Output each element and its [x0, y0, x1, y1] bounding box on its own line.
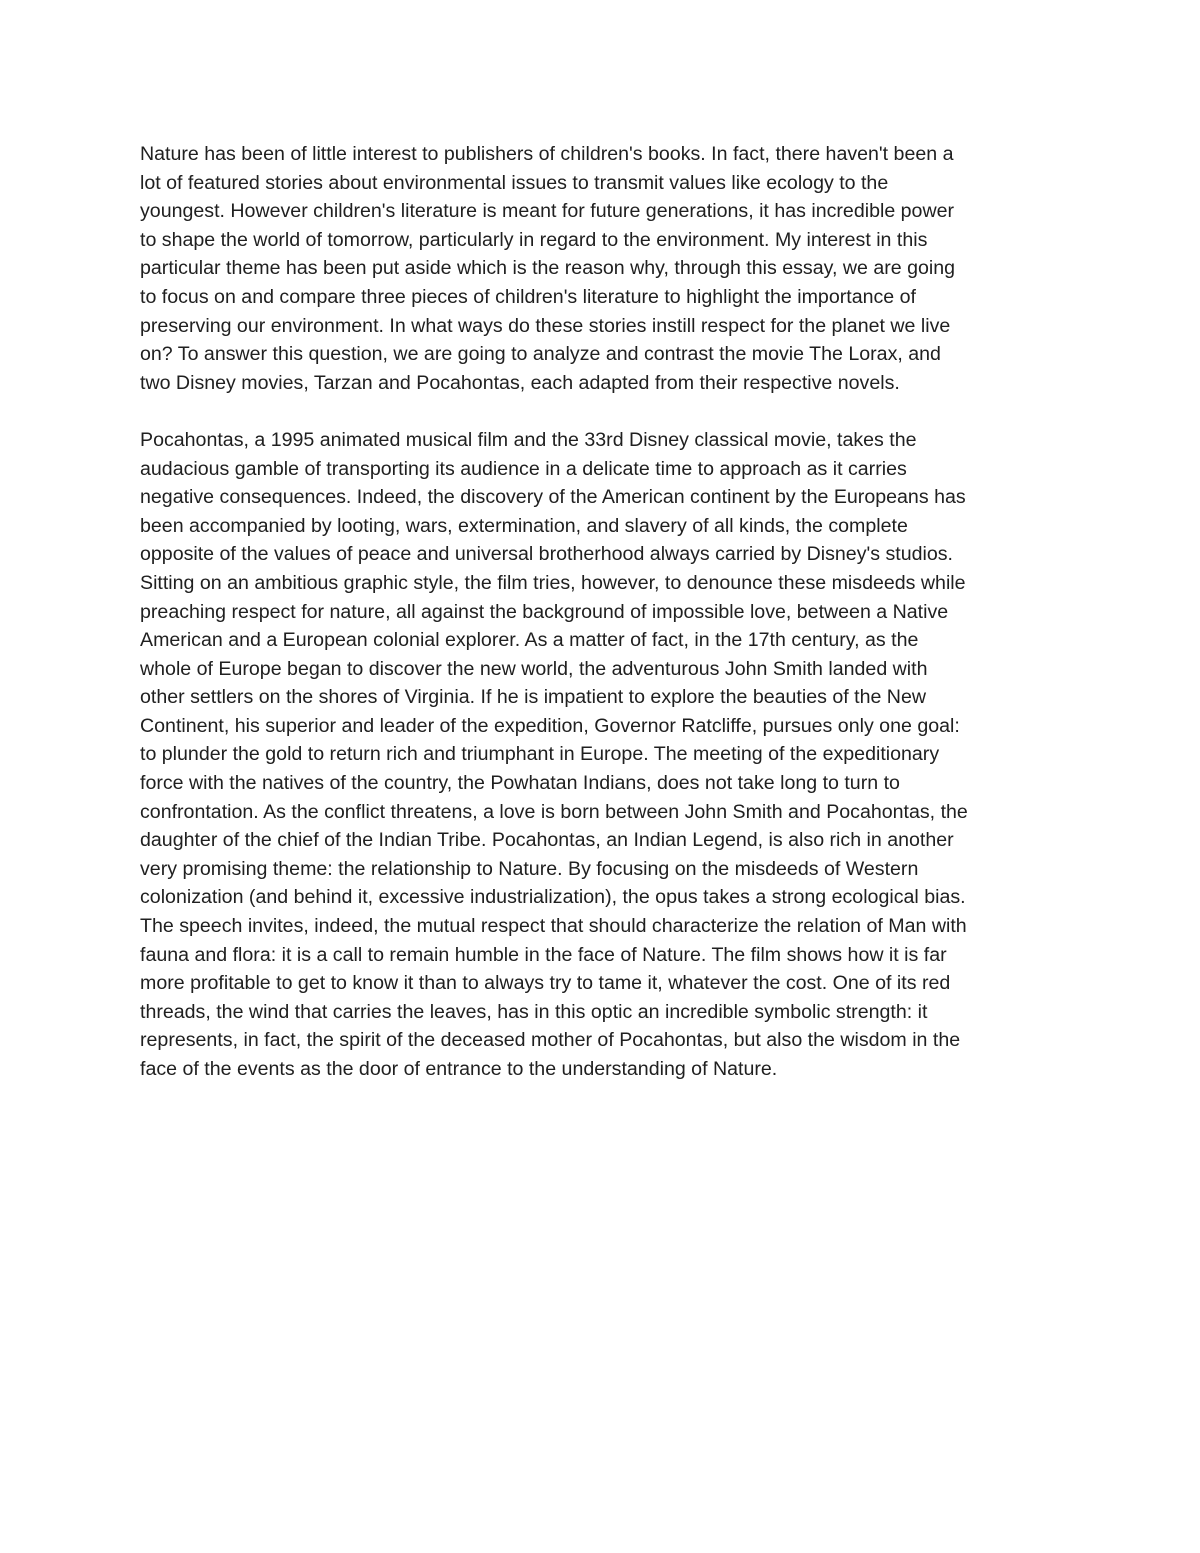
text-line: Pocahontas, a 1995 animated musical film and the 33rd Disney classical movie, takes the [140, 428, 917, 451]
text-line: force with the natives of the country, the Powhatan Indians, does not take long to turn to [140, 772, 900, 795]
text-line: Nature has been of little interest to publishers of children's books. In fact, there haven't been a [140, 143, 954, 165]
text-line: youngest. However children's literature is meant for future generations, it has incredible power [140, 200, 955, 223]
text-line: particular theme has been put aside which is the reason why, through this essay, we are going [140, 257, 956, 280]
text-line: been accompanied by looting, wars, extermination, and slavery of all kinds, the complete [140, 514, 908, 537]
text-line: on? To answer this question, we are going to analyze and contrast the movie The Lorax, and [140, 343, 941, 366]
text-line: Sitting on an ambitious graphic style, the film tries, however, to denounce these misdeeds while [140, 571, 966, 594]
text-line: Continent, his superior and leader of the expedition, Governor Ratcliffe, pursues only one goal: [140, 714, 960, 737]
text-line: preserving our environment. In what ways do these stories instill respect for the planet we live [140, 314, 951, 337]
text-line: fauna and flora: it is a call to remain humble in the face of Nature. The film shows how it is far [140, 943, 947, 966]
text-line: confrontation. As the conflict threatens, a love is born between John Smith and Pocahontas, the [140, 800, 968, 823]
text-line: negative consequences. Indeed, the discovery of the American continent by the Europeans has [140, 486, 966, 509]
text-line: face of the events as the door of entrance to the understanding of Nature. [140, 1058, 778, 1080]
paragraph-spacer [140, 397, 1060, 426]
text-line: to plunder the gold to return rich and triumphant in Europe. The meeting of the expeditionary [140, 743, 940, 766]
text-line: colonization (and behind it, excessive industrialization), the opus takes a strong ecological bias. [140, 886, 966, 909]
text-line: very promising theme: the relationship to Nature. By focusing on the misdeeds of Western [140, 857, 919, 880]
text-line: more profitable to get to know it than to always try to tame it, whatever the cost. One of its red [140, 972, 951, 995]
text-line: preaching respect for nature, all against the background of impossible love, between a Native [140, 600, 949, 623]
text-line: other settlers on the shores of Virginia. If he is impatient to explore the beauties of the New [140, 686, 927, 709]
text-line: opposite of the values of peace and universal brotherhood always carried by Disney's studios. [140, 543, 953, 566]
text-line: two Disney movies, Tarzan and Pocahontas, each adapted from their respective novels. [140, 371, 900, 394]
text-line: to focus on and compare three pieces of children's literature to highlight the importance of [140, 285, 916, 308]
text-line: lot of featured stories about environmental issues to transmit values like ecology to the [140, 171, 889, 194]
text-line: threads, the wind that carries the leaves, has in this optic an incredible symbolic strength: it [140, 1000, 928, 1023]
paragraph-1 [140, 140, 1060, 397]
text-line: represents, in fact, the spirit of the deceased mother of Pocahontas, but also the wisdom in the [140, 1029, 961, 1052]
document-body [140, 140, 1060, 1084]
text-line: American and a European colonial explorer. As a matter of fact, in the 17th century, as the [140, 629, 919, 652]
text-line: The speech invites, indeed, the mutual respect that should characterize the relation of Man with [140, 915, 967, 938]
text-line: daughter of the chief of the Indian Tribe. Pocahontas, an Indian Legend, is also rich in another [140, 829, 954, 852]
paragraph-2 [140, 426, 1060, 1084]
text-line: audacious gamble of transporting its audience in a delicate time to approach as it carries [140, 457, 907, 480]
text-line: to shape the world of tomorrow, particularly in regard to the environment. My interest in this [140, 228, 928, 251]
text-line: whole of Europe began to discover the new world, the adventurous John Smith landed with [140, 657, 928, 680]
